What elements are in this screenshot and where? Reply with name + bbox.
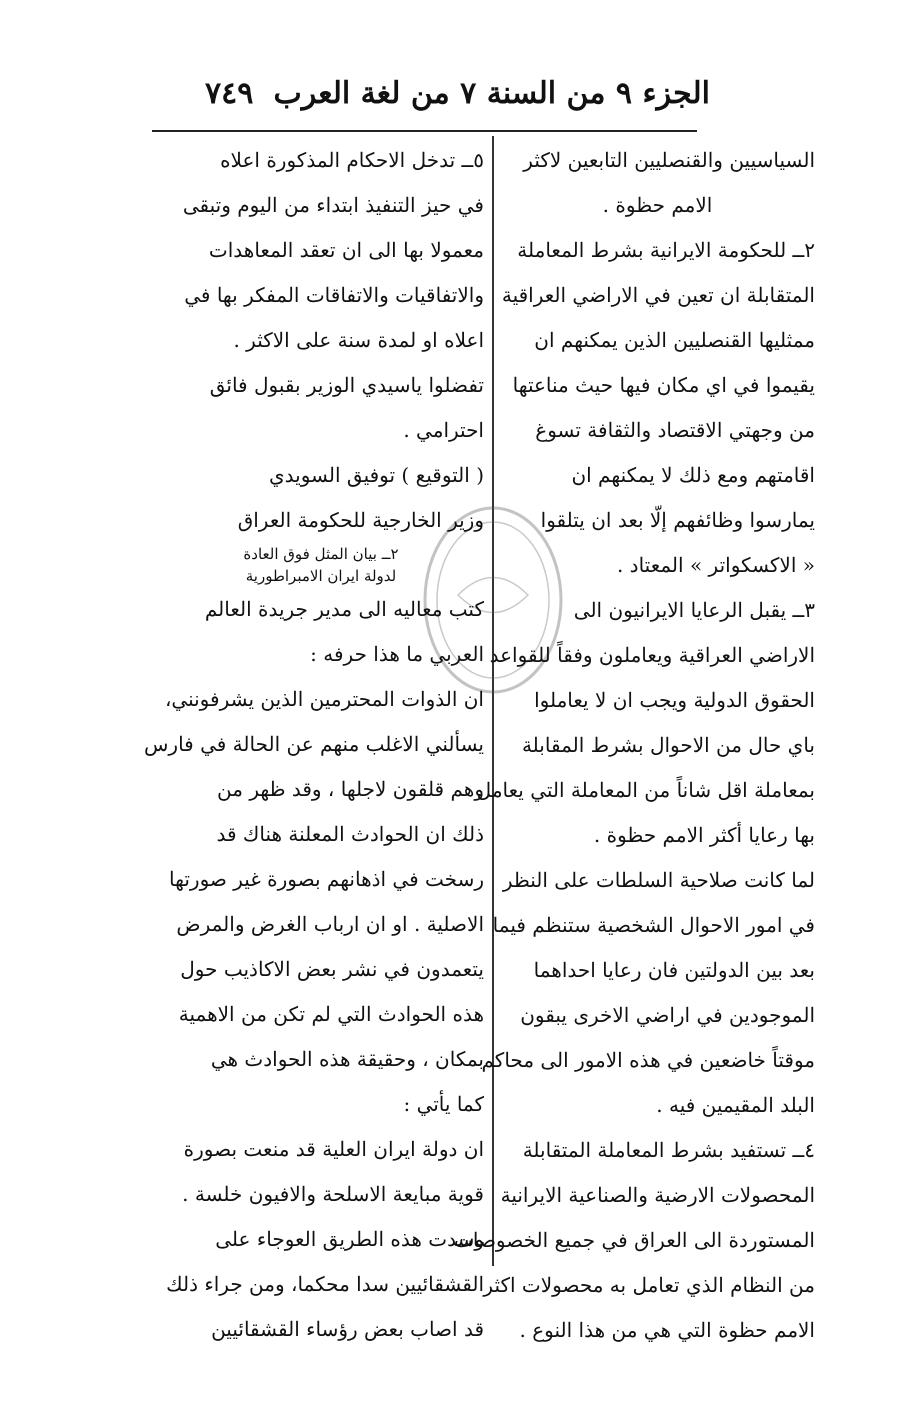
text-line: « الاكسكواتر » المعتاد . [616,553,815,577]
text-line: المستوردة الى العراق في جميع الخصوصات [454,1228,815,1252]
text-line: احترامي . [403,418,484,442]
text-line: بها رعايا أكثر الامم حظوة . [593,823,815,847]
text-line: ان الذوات المحترمين الذين يشرفونني، [164,687,484,711]
signature-line: ( التوقيع ) توفيق السويدي [268,463,484,487]
text-line: باي حال من الاحوال بشرط المقابلة [521,733,815,757]
text-line: والاتفاقيات والاتفاقات المفكر بها في [184,283,484,307]
text-line: معمولا بها الى ان تعقد المعاهدات [208,238,484,262]
right-column [454,138,815,1353]
text-line: يقيموا في اي مكان فيها حيث مناعتها [512,373,815,397]
text-line: ان دولة ايران العلية قد منعت بصورة [183,1137,484,1161]
text-line: اقامتهم ومع ذلك لا يمكنهم ان [571,463,815,487]
text-line: في حيز التنفيذ ابتداء من اليوم وتبقى [182,193,484,217]
page-header [150,70,710,128]
text-line: لما كانت صلاحية السلطات على النظر [502,868,815,892]
text-line: كتب معاليه الى مدير جريدة العالم [204,597,484,621]
text-line: قوية مبايعة الاسلحة والافيون خلسة . [182,1182,484,1206]
text-line: الاراضي العراقية ويعاملون وفقاً للقواعد [489,643,815,667]
text-line: قد اصاب بعض رؤساء القشقائيين [211,1317,484,1341]
text-line: يتعمدون في نشر بعض الاكاذيب حول [180,957,484,981]
text-line: بمكان ، وحقيقة هذه الحوادث هي [210,1047,484,1071]
left-column [144,138,484,1352]
text-line: المتقابلة ان تعين في الاراضي العراقية [501,283,815,307]
text-line: ٥ــ تدخل الاحكام المذكورة اعلاه [220,148,484,172]
text-line: الامم حظوة التي هي من هذا النوع . [519,1318,815,1342]
text-line: وهم قلقون لاجلها ، وقد ظهر من [217,777,484,801]
section-note-line: ٢ــ بيان المثل فوق العادة [243,545,399,563]
page-number: ٧٤٩ [205,76,254,111]
text-line: رسخت في اذهانهم بصورة غير صورتها [169,867,484,891]
text-line: الحقوق الدولية ويجب ان لا يعاملوا [534,688,815,712]
text-line: هذه الحوادث التي لم تكن من الاهمية [178,1002,484,1026]
text-line: الاصلية . او ان ارباب الغرض والمرض [176,912,484,936]
text-line: المحصولات الارضية والصناعية الايرانية [500,1183,815,1207]
text-line: موقتاً خاضعين في هذه الامور الى محاكم [481,1048,815,1072]
text-line: اعلاه او لمدة سنة على الاكثر . [233,328,484,352]
text-line: بعد بين الدولتين فان رعايا احداهما [533,958,815,982]
text-line: العربي ما هذا حرفه : [310,642,484,666]
text-line: يسألني الاغلب منهم عن الحالة في فارس [144,732,484,756]
text-line: تفضلوا ياسيدي الوزير بقبول فائق [209,373,484,397]
text-line: في امور الاحوال الشخصية ستنظم فيما [492,913,815,937]
text-line: كما يأتي : [403,1092,484,1116]
text-line: الموجودين في اراضي الاخرى يبقون [520,1003,815,1027]
text-line: ذلك ان الحوادث المعلنة هناك قد [216,822,484,846]
text-line: ٢ــ للحكومة الايرانية بشرط المعاملة [517,238,815,262]
text-line: البلد المقيمين فيه . [656,1093,815,1117]
header-rule [152,130,697,132]
text-line: ٣ــ يقبل الرعايا الايرانيون الى [573,598,815,622]
text-line: بمعاملة اقل شاناً من المعاملة التي يعامل [476,778,815,802]
column-divider [492,136,494,1266]
text-line: القشقائيين سدا محكما، ومن جراء ذلك [166,1272,484,1296]
signature-title-line: وزير الخارجية للحكومة العراق [237,508,484,532]
text-line: الامم حظوة . [602,193,713,217]
text-line: ممثليها القنصليين الذين يمكنهم ان [534,328,815,352]
text-line: ٤ــ تستفيد بشرط المعاملة المتقابلة [522,1138,815,1162]
text-line: من وجهتي الاقتصاد والثقافة تسوغ [535,418,815,442]
text-line: يمارسوا وظائفهم إلّا بعد ان يتلقوا [540,508,815,532]
section-note-line: لدولة ايران الامبراطورية [245,567,397,585]
text-line: وسدت هذه الطريق العوجاء على [215,1227,484,1251]
text-line: من النظام الذي تعامل به محصولات اكثر [483,1273,815,1297]
text-line: السياسيين والقنصليين التابعين لاكثر [523,148,815,172]
running-title: الجزء ٩ من السنة ٧ من لغة العرب [273,76,710,111]
